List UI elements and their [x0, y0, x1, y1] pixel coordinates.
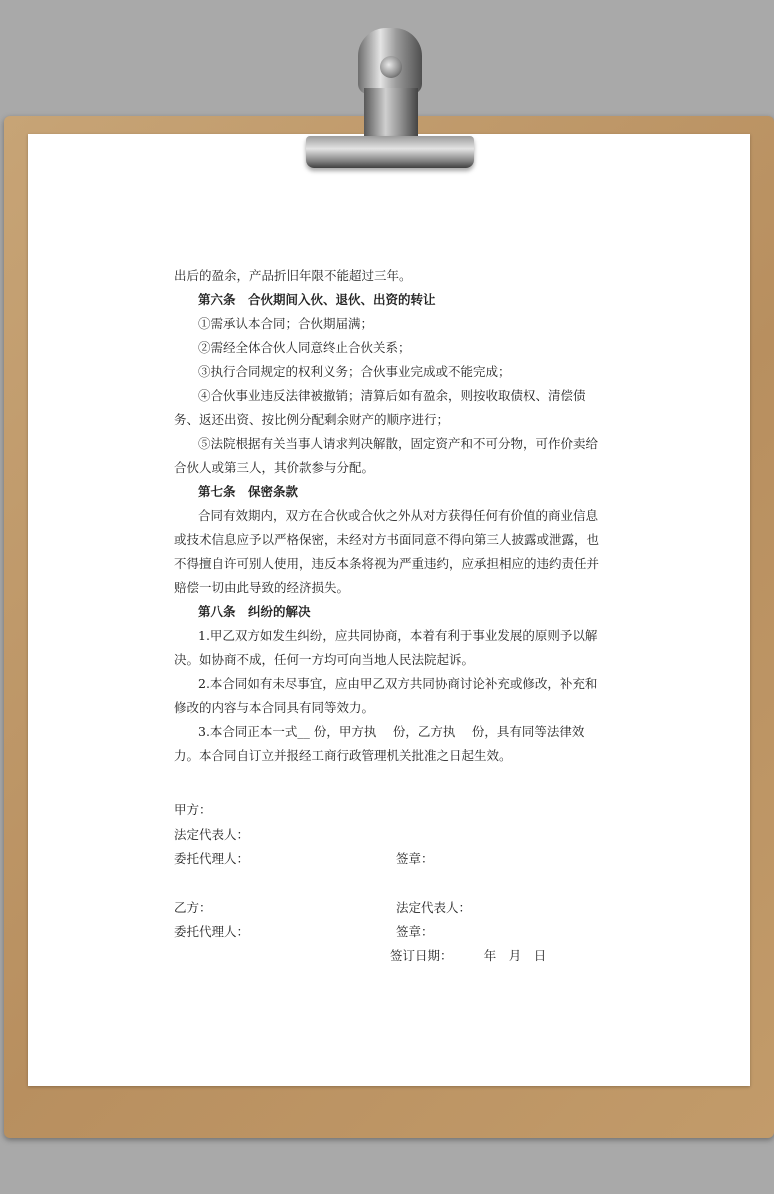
- paragraph-continuation: 出后的盈余，产品折旧年限不能超过三年。: [174, 268, 412, 283]
- clause-8-2: 2.本合同如有未尽事宜，应由甲乙双方共同协商讨论补充或修改，补充和修改的内容与本合同具有同等效力。: [174, 676, 598, 715]
- heading-article-7: 第七条 保密条款: [198, 484, 299, 499]
- party-b-label: 乙方：: [174, 900, 212, 915]
- heading-article-8: 第八条 纠纷的解决: [198, 604, 311, 619]
- contract-body: [174, 264, 606, 768]
- clause-6-3: ③执行合同规定的权利义务；合伙事业完成或不能完成；: [198, 364, 511, 379]
- binder-clip-bar: [306, 136, 474, 168]
- clause-8-3: 3.本合同正本一式__ 份，甲方执 份，乙方执 份，具有同等法律效力。本合同自订立并报经工商行政管理机关批准之日起生效。: [174, 724, 585, 763]
- clause-6-2: ②需经全体合伙人同意终止合伙关系；: [198, 340, 411, 355]
- clause-6-1: ①需承认本合同；合伙期届满；: [198, 316, 374, 331]
- agent-b-label: 委托代理人：: [174, 924, 250, 939]
- seal-a-label: 签章：: [396, 851, 434, 866]
- party-a-label: 甲方：: [174, 802, 212, 817]
- clause-6-5: ⑤法院根据有关当事人请求判决解散，固定资产和不可分物，可作价卖给合伙人或第三人，其价款参与分配。: [174, 436, 599, 475]
- clause-6-4: ④合伙事业违反法律被撤销；清算后如有盈余，则按收取债权、清偿债务、返还出资、按比例分配剩余财产的顺序进行；: [174, 388, 586, 427]
- sign-date-label: 签订日期： 年 月 日: [390, 948, 547, 963]
- legal-rep-a-label: 法定代表人：: [174, 827, 250, 842]
- heading-article-6: 第六条 合伙期间入伙、退伙、出资的转让: [198, 292, 436, 307]
- binder-clip-hole: [380, 56, 402, 78]
- clause-8-1: 1.甲乙双方如发生纠纷，应共同协商，本着有利于事业发展的原则予以解决。如协商不成，任何一方均可向当地人民法院起诉。: [174, 628, 598, 667]
- legal-rep-b-label: 法定代表人：: [396, 900, 472, 915]
- agent-a-label: 委托代理人：: [174, 851, 250, 866]
- clause-7-text: 合同有效期内，双方在合伙或合伙之外从对方获得任何有价值的商业信息或技术信息应予以严格保密，未经对方书面同意不得向第三人披露或泄露，也不得擅自许可别人使用，违反本条将视为严重违约，应承担相应的违约责任并赔偿一切由此导致的经济损失。: [174, 508, 600, 595]
- seal-b-label: 签章：: [396, 924, 434, 939]
- binder-clip-body: [364, 88, 418, 138]
